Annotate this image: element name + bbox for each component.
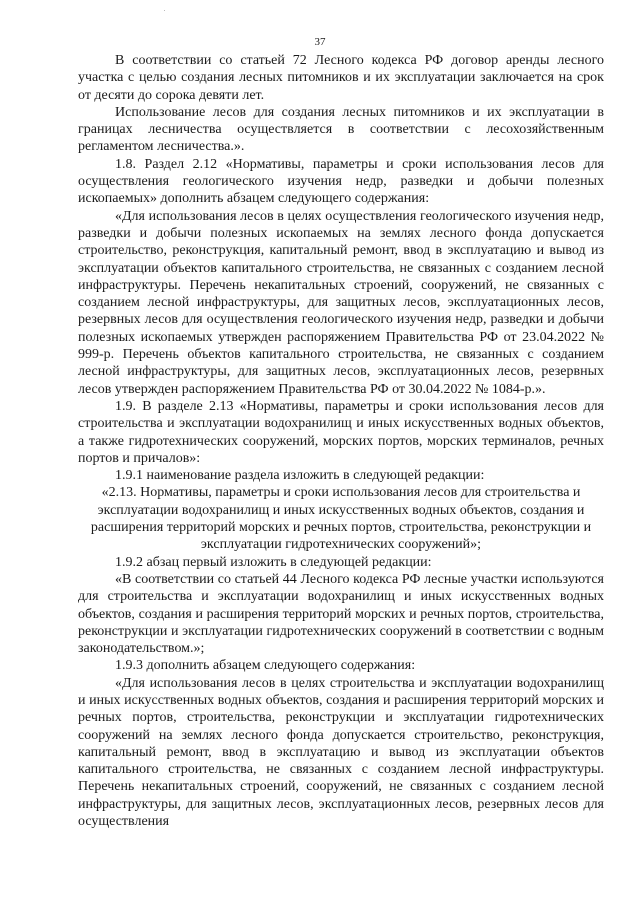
scan-speck bbox=[164, 10, 165, 11]
paragraph-lease-term: В соответствии со статьей 72 Лесного кодекса РФ договор аренды лесного участка с целью создания лесных питомников и их эксплуатации заключается на срок от десяти до сорока девяти лет. bbox=[78, 53, 604, 103]
paragraph-geological-quote: «Для использования лесов в целях осуществления геологического изучения недр, разведки и добычи полезных ископаемых на землях лесного фонда допускается строительство, реконструкция, капитальный ремонт, ввод в эксплуатацию и вывод из эксплуатации объектов капитального строительства, не связанных с созданием лесной инфраструктуры. Перечень некапитальных строений, сооружений, не связанных с созданием лесной инфраструктуры, для защитных лесов, эксплуатационных лесов, резервных лесов для осуществления геологического изучения недр, разведки и добычи полезных ископаемых утвержден распоряжением Правительства РФ от 23.04.2022 № 999-р. Перечень объектов капитального строительства, не связанных с созданием лесной инфраструктуры, для защитных лесов, эксплуатационных лесов, резервных лесов утвержден распоряжением Правительства РФ от 30.04.2022 № 1084-р.». bbox=[78, 208, 604, 397]
paragraph-item-1-9-1: 1.9.1 наименование раздела изложить в следующей редакции: bbox=[115, 468, 485, 484]
paragraph-article-44-quote: «В соответствии со статьей 44 Лесного кодекса РФ лесные участки используются для строительства и эксплуатации водохранилищ и иных искусственных водных объектов, создания и расширения территорий морских и речных портов, строительства, реконструкции и эксплуатации гидротехнических сооружений в соответствии с водным законодательством.»; bbox=[78, 571, 604, 657]
section-title-2-13: «2.13. Нормативы, параметры и сроки использования лесов для строительства и эксплуатации водохранилищ и иных искусственных водных объектов, создания и расширения территорий морских и речных портов, строительства, реконструкции и эксплуатации гидротехнических сооружений»; bbox=[90, 485, 592, 553]
paragraph-item-1-9-3: 1.9.3 дополнить абзацем следующего содержания: bbox=[115, 658, 416, 674]
paragraph-nursery-regulation: Использование лесов для создания лесных питомников и их эксплуатации в границах лесничества осуществляется в соответствии с лесохозяйственным регламентом лесничества.». bbox=[78, 104, 604, 155]
paragraph-item-1-9-2: 1.9.2 абзац первый изложить в следующей редакции: bbox=[115, 554, 432, 570]
page-number: 37 bbox=[314, 36, 326, 48]
paragraph-item-1-9: 1.9. В разделе 2.13 «Нормативы, параметры и сроки использования лесов для строительства и эксплуатации водохранилищ и иных искусственных водных объектов, а также гидротехнических сооружений, морских портов, морских терминалов, речных портов и причалов»: bbox=[78, 398, 604, 466]
paragraph-reservoirs-quote: «Для использования лесов в целях строительства и эксплуатации водохранилищ и иных искусственных водных объектов, создания и расширения территорий морских и речных портов, строительства, реконструкции и эксплуатации гидротехнических сооружений на землях лесного фонда допускается строительство, реконструкция, капитальный ремонт, ввод в эксплуатацию и вывод из эксплуатации объектов капитального строительства, не связанных с созданием лесной инфраструктуры. Перечень некапитальных строений, сооружений, не связанных с созданием лесной инфраструктуры, для защитных лесов, эксплуатационных лесов, резервных лесов для осуществления bbox=[78, 675, 604, 830]
paragraph-item-1-8: 1.8. Раздел 2.12 «Нормативы, параметры и сроки использования лесов для осуществления геологического изучения недр, разведки и добычи полезных ископаемых» дополнить абзацем следующего содержания: bbox=[78, 156, 604, 207]
document-body bbox=[78, 52, 604, 830]
